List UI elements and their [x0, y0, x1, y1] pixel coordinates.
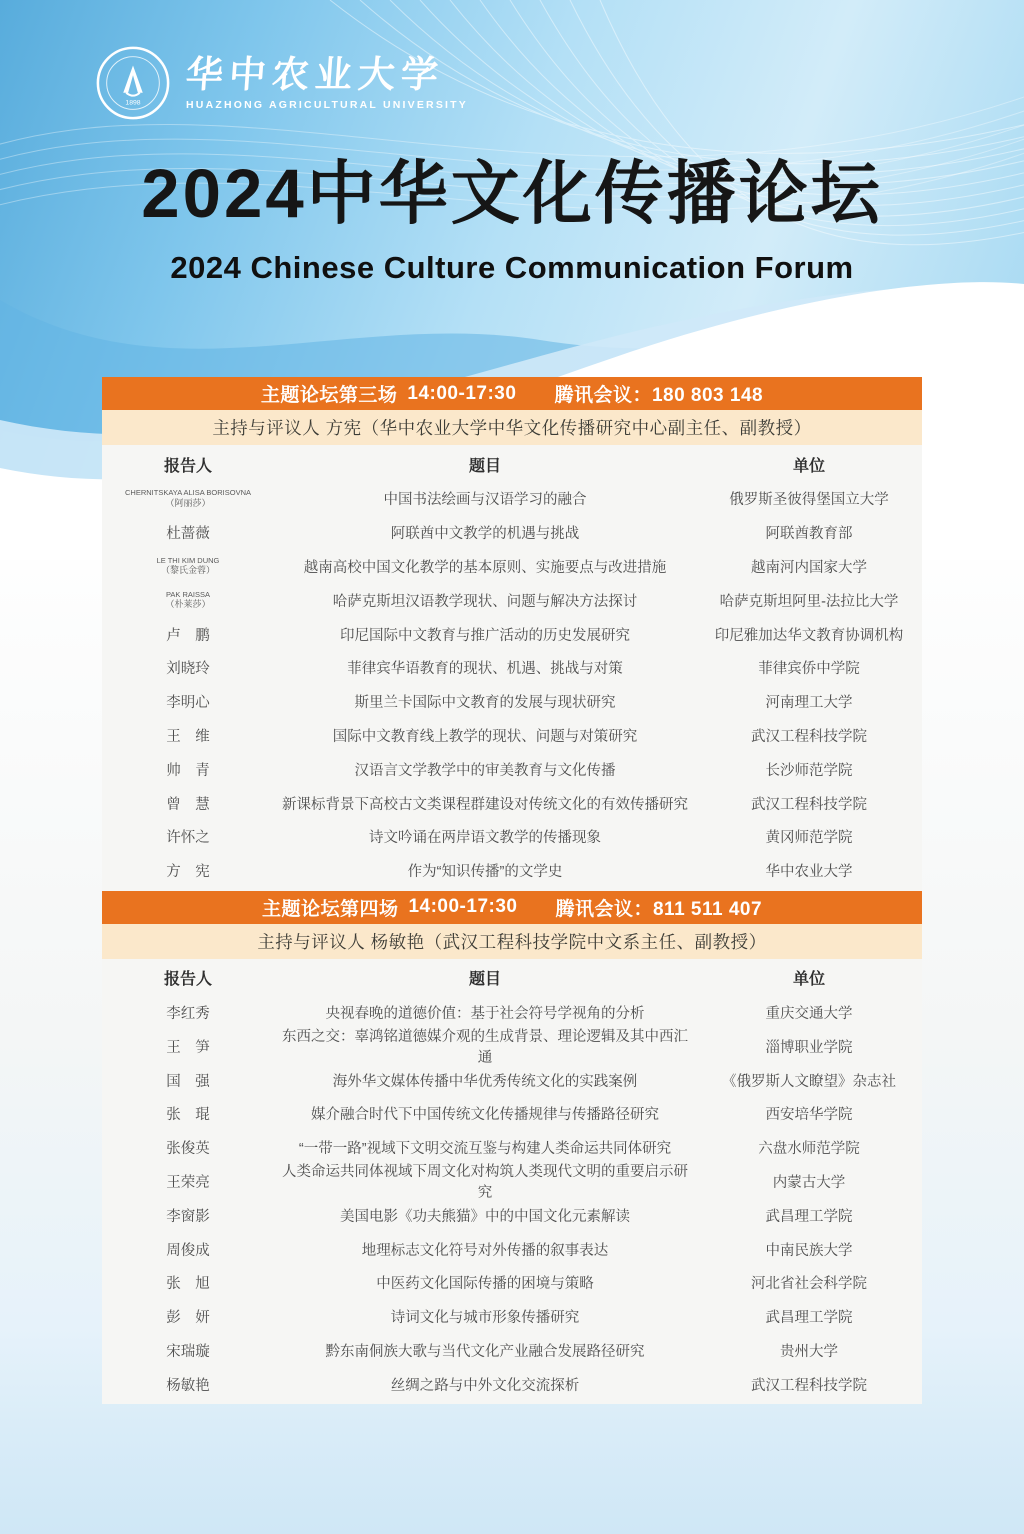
session-time: 14:00-17:30	[407, 382, 517, 404]
reporter-name: 刘晓玲	[166, 661, 210, 678]
report-title: 印尼国际中文教育与推广活动的历史发展研究	[340, 627, 630, 644]
session-4-table	[102, 959, 922, 1405]
column-header-unit: 单位	[792, 971, 825, 989]
reporter-name: 卢 鹏	[166, 627, 210, 644]
reporter-name: CHERNITSKAYA ALISA BORISOVNA （阿丽莎）	[124, 488, 251, 508]
session-4-rows	[102, 996, 922, 1402]
reporter-unit: 武昌理工学院	[765, 1208, 853, 1225]
reporter-unit: 武汉工程科技学院	[751, 796, 867, 813]
report-title: 诗文吟诵在两岸语文教学的传播现象	[369, 830, 601, 847]
report-title: “一带一路”视域下文明交流互鉴与构建人类命运共同体研究	[298, 1141, 672, 1158]
table-header-row	[102, 446, 922, 482]
reporter-name: 李窗影	[166, 1208, 210, 1225]
column-header-reporter: 报告人	[163, 971, 212, 989]
column-header-unit: 单位	[792, 457, 825, 475]
reporter-name: PAK RAISSA （朴莱莎）	[165, 589, 211, 610]
reporter-name: 曾 慧	[166, 796, 210, 813]
reporter-name: 王 维	[166, 728, 210, 745]
reporter-name: 方 宪	[166, 864, 210, 881]
reporter-unit: 华中农业大学	[765, 864, 853, 881]
session-3-host-bar: 主持与评议人 方宪（华中农业大学中华文化传播研究中心副主任、副教授）	[102, 410, 922, 445]
session-3-rows	[102, 482, 922, 888]
table-row	[102, 1097, 922, 1131]
reporter-name: 张 旭	[166, 1276, 210, 1293]
reporter-unit: 长沙师范学院	[765, 762, 853, 779]
reporter-name: 彭 妍	[166, 1310, 210, 1327]
meeting-id: 腾讯会议：811 511 407	[555, 898, 763, 920]
sessions-container	[102, 377, 922, 1404]
table-row	[102, 719, 922, 753]
reporter-name: 张俊英	[166, 1141, 210, 1158]
session-3-header-bar	[102, 377, 922, 410]
table-row	[102, 550, 922, 584]
table-row	[102, 752, 922, 786]
reporter-name: 国 强	[166, 1073, 210, 1090]
reporter-unit: 黄冈师范学院	[765, 830, 853, 847]
report-title: 黔东南侗族大歌与当代文化产业融合发展路径研究	[325, 1343, 645, 1360]
table-row	[102, 786, 922, 820]
table-row	[102, 1334, 922, 1368]
reporter-name: 李明心	[166, 695, 210, 712]
table-row	[102, 516, 922, 550]
report-title: 丝绸之路与中外文化交流探析	[390, 1377, 580, 1394]
session-4-host-bar: 主持与评议人 杨敏艳（武汉工程科技学院中文系主任、副教授）	[102, 924, 922, 959]
reporter-unit: 阿联酋教育部	[765, 526, 853, 543]
reporter-unit: 《俄罗斯人文瞭望》杂志社	[722, 1073, 896, 1090]
session-3-table	[102, 445, 922, 891]
reporter-name: 张 琨	[166, 1107, 210, 1124]
table-row	[102, 1198, 922, 1232]
column-header-topic: 题目	[468, 457, 501, 475]
reporter-name: 帅 青	[166, 762, 210, 779]
report-title: 国际中文教育线上教学的现状、问题与对策研究	[332, 728, 638, 745]
report-title: 中国书法绘画与汉语学习的融合	[383, 492, 587, 509]
report-title: 央视春晚的道德价值：基于社会符号学视角的分析	[325, 1005, 645, 1022]
report-title: 斯里兰卡国际中文教育的发展与现状研究	[354, 695, 616, 712]
reporter-name: 许怀之	[166, 830, 210, 847]
table-row	[102, 583, 922, 617]
table-row	[102, 854, 922, 888]
forum-title-en: 2024 Chinese Culture Communication Forum	[170, 250, 854, 285]
column-header-topic: 题目	[468, 971, 501, 989]
table-row	[102, 1164, 922, 1202]
table-row	[102, 1266, 922, 1300]
reporter-unit: 武汉工程科技学院	[751, 1377, 867, 1394]
table-header-row	[102, 960, 922, 996]
reporter-unit: 武昌理工学院	[765, 1310, 853, 1327]
reporter-unit: 中南民族大学	[765, 1242, 853, 1259]
meeting-id: 腾讯会议：180 803 148	[554, 385, 764, 406]
table-row	[102, 1063, 922, 1097]
table-row	[102, 685, 922, 719]
table-row	[102, 651, 922, 685]
reporter-name: 宋瑞璇	[166, 1343, 210, 1360]
session-time: 14:00-17:30	[408, 896, 518, 918]
reporter-unit: 河北省社会科学院	[751, 1276, 867, 1293]
reporter-name: 周俊成	[166, 1242, 210, 1259]
table-row	[102, 1300, 922, 1334]
reporter-name: 李红秀	[166, 1005, 210, 1022]
table-row	[102, 1029, 922, 1067]
table-row	[102, 482, 922, 516]
report-title: 美国电影《功夫熊猫》中的中国文化元素解读	[340, 1208, 630, 1225]
university-seal-icon	[94, 44, 172, 122]
report-title: 汉语言文学教学中的审美教育与文化传播	[354, 762, 616, 779]
report-title: 地理标志文化符号对外传播的叙事表达	[361, 1242, 609, 1259]
report-title: 阿联酋中文教学的机遇与挑战	[390, 526, 580, 543]
university-name-cn: 华中农业大学	[184, 53, 446, 95]
session-4-header-bar	[102, 891, 922, 924]
report-title: 越南高校中国文化教学的基本原则、实施要点与改进措施	[303, 559, 667, 576]
reporter-unit: 印尼雅加达华文教育协调机构	[714, 627, 904, 644]
table-row	[102, 1232, 922, 1266]
report-title: 东西之交：辜鸿铭道德媒介观的生成背景、理论逻辑及其中西汇通	[282, 1029, 688, 1067]
session-label: 主题论坛第四场	[261, 898, 399, 920]
reporter-unit: 越南河内国家大学	[751, 559, 867, 576]
reporter-unit: 重庆交通大学	[765, 1005, 853, 1022]
report-title: 中医药文化国际传播的困境与策略	[376, 1276, 594, 1293]
report-title: 作为“知识传播”的文学史	[407, 864, 563, 881]
report-title: 新课标背景下高校古文类课程群建设对传统文化的有效传播研究	[282, 796, 688, 813]
reporter-unit: 贵州大学	[780, 1343, 838, 1360]
report-title: 人类命运共同体视域下周文化对构筑人类现代文明的重要启示研究	[282, 1164, 688, 1202]
svg-text:1898: 1898	[125, 99, 141, 107]
reporter-unit: 武汉工程科技学院	[751, 728, 867, 745]
reporter-name: 杨敏艳	[166, 1377, 210, 1394]
session-4	[102, 891, 922, 1405]
reporter-unit: 内蒙古大学	[772, 1174, 846, 1191]
table-row	[102, 820, 922, 854]
report-title: 哈萨克斯坦汉语教学现状、问题与解决方法探讨	[332, 593, 638, 610]
session-3	[102, 377, 922, 891]
university-logo	[94, 44, 468, 122]
reporter-unit: 淄博职业学院	[765, 1039, 853, 1056]
reporter-name: 王 笋	[166, 1039, 210, 1056]
report-title: 海外华文媒体传播中华优秀传统文化的实践案例	[332, 1073, 638, 1090]
reporter-name: 王荣亮	[166, 1174, 210, 1191]
reporter-unit: 俄罗斯圣彼得堡国立大学	[729, 492, 889, 509]
reporter-unit: 哈萨克斯坦阿里-法拉比大学	[719, 593, 899, 610]
forum-title-cn: 2024中华文化传播论坛	[141, 155, 883, 232]
table-row	[102, 617, 922, 651]
report-title: 诗词文化与城市形象传播研究	[390, 1310, 580, 1327]
report-title: 媒介融合时代下中国传统文化传播规律与传播路径研究	[311, 1107, 659, 1124]
reporter-unit: 六盘水师范学院	[758, 1141, 860, 1158]
reporter-unit: 西安培华学院	[765, 1107, 853, 1124]
reporter-name: LE THI KIM DUNG （黎氏金蓉）	[156, 555, 220, 576]
reporter-unit: 菲律宾侨中学院	[758, 661, 860, 678]
reporter-name: 杜蔷薇	[166, 526, 210, 543]
table-row	[102, 1367, 922, 1401]
session-label: 主题论坛第三场	[260, 385, 398, 406]
column-header-reporter: 报告人	[163, 457, 212, 475]
university-name-en: HUAZHONG AGRICULTURAL UNIVERSITY	[186, 98, 468, 111]
report-title: 菲律宾华语教育的现状、机遇、挑战与对策	[347, 661, 623, 678]
reporter-unit: 河南理工大学	[765, 695, 853, 712]
